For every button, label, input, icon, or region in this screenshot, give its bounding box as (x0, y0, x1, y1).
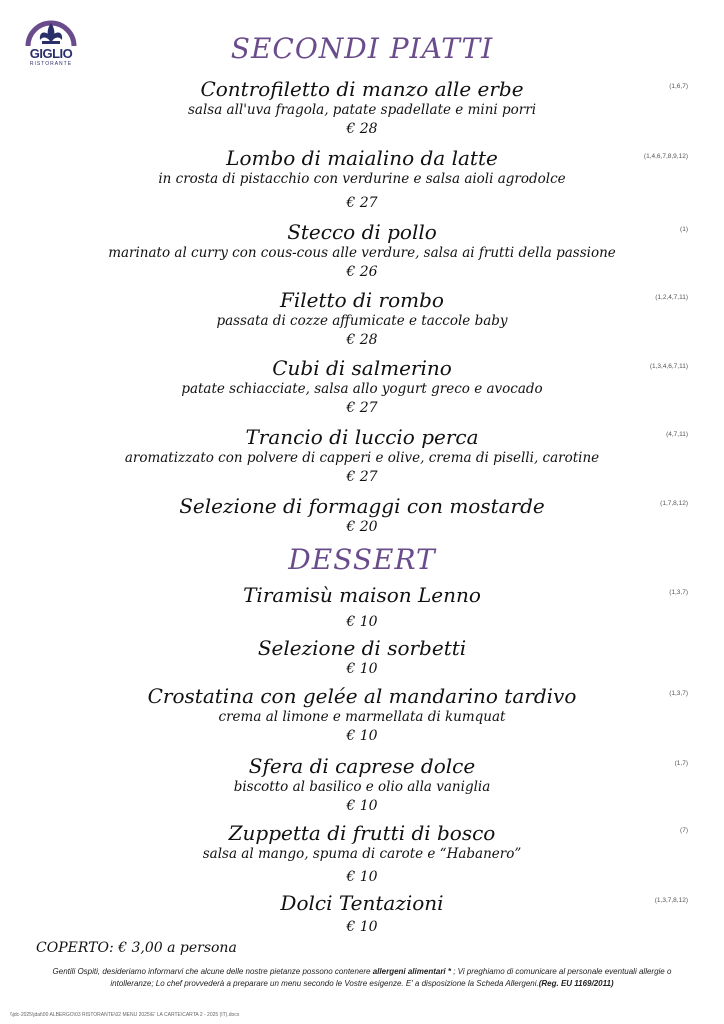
dish-allergens: (1,3,7) (669, 589, 688, 596)
dish-name: Selezione di formaggi con mostarde (179, 494, 545, 518)
dessert-section-title: DESSERT (288, 543, 436, 576)
dish-name: Selezione di sorbetti (257, 636, 467, 660)
dish-price: € 10 (346, 869, 378, 885)
dessert-dish-6 (0, 891, 724, 937)
dish-allergens: (1,3,4,6,7,11) (649, 363, 688, 370)
dessert-dish-5 (0, 821, 724, 887)
secondi-dish-3 (0, 220, 724, 282)
dessert-dish-2 (0, 636, 724, 679)
dish-allergens: (1,2,4,7,11) (655, 294, 688, 301)
logo-subtitle: RISTORANTE (29, 61, 73, 67)
dish-name: Tiramisù maison Lenno (243, 583, 481, 607)
secondi-dish-1 (0, 77, 724, 139)
dish-description: biscotto al basilico e olio alla vaniglia (233, 779, 491, 795)
dish-description: patate schiacciate, salsa allo yogurt greco e avocado (181, 381, 543, 397)
dish-price: € 10 (346, 661, 378, 677)
dish-price: € 27 (346, 469, 378, 485)
dish-name: Trancio di luccio perca (245, 425, 479, 449)
dish-name: Cubi di salmerino (272, 356, 452, 380)
secondi-section-title: SECONDI PIATTI (230, 32, 494, 65)
secondi-dish-5 (0, 356, 724, 418)
dish-price: € 10 (346, 728, 378, 744)
dish-price: € 28 (346, 332, 378, 348)
dish-description: salsa all'uva fragola, patate spadellate e mini porri (187, 102, 537, 118)
secondi-dish-7 (0, 494, 724, 537)
dish-price: € 10 (346, 614, 378, 630)
dish-price: € 28 (346, 121, 378, 137)
dish-price: € 10 (346, 919, 378, 935)
dish-allergens: (1) (680, 226, 688, 233)
dish-allergens: (1,7,8,12) (660, 500, 688, 507)
dish-allergens: (1,6,7) (669, 83, 688, 90)
dish-description: aromatizzato con polvere di capperi e olive, crema di piselli, carotine (124, 450, 600, 466)
dish-allergens: (1,3,7,8,12) (654, 897, 688, 904)
secondi-dish-2 (0, 146, 724, 213)
logo-brand-name: GIGLIO (29, 46, 73, 61)
dessert-dish-1 (0, 583, 724, 632)
dish-description: crema al limone e marmellata di kumquat (218, 709, 506, 725)
dish-allergens: (7) (680, 827, 688, 834)
dish-price: € 27 (346, 195, 378, 211)
dish-allergens: (1,4,6,7,8,9,12) (643, 153, 688, 160)
dish-name: Filetto di rombo (280, 288, 444, 312)
notice-bold-regulation: (Reg. EU 1169/2011) (538, 979, 614, 988)
dish-allergens: (4,7,11) (666, 431, 688, 438)
notice-text-2: ; Vi preghiamo di comunicare al personale eventuali allergie o intolleranze; Lo chef provvederà a preparare un menu secondo le Vostre esigenze. E' a disposizione la Scheda Allergeni. (110, 967, 672, 988)
dessert-dish-3 (0, 684, 724, 746)
dish-name: Zuppetta di frutti di bosco (228, 821, 496, 845)
dish-allergens: (1,7) (674, 760, 688, 767)
secondi-dish-4 (0, 288, 724, 350)
dish-name: Lombo di maialino da latte (226, 146, 498, 170)
dish-description: salsa al mango, spuma di carote e “Habanero” (202, 846, 522, 862)
dish-description: in crosta di pistacchio con verdurine e salsa aioli agrodolce (158, 171, 566, 187)
dish-name: Sfera di caprese dolce (248, 754, 476, 778)
dish-price: € 20 (346, 519, 378, 535)
dish-name: Controfiletto di manzo alle erbe (200, 77, 524, 101)
cover-charge: COPERTO: € 3,00 a persona (36, 940, 237, 956)
allergen-notice (36, 966, 688, 990)
dish-price: € 27 (346, 400, 378, 416)
dish-name: Dolci Tentazioni (280, 891, 444, 915)
dish-price: € 10 (346, 798, 378, 814)
dish-price: € 26 (346, 264, 378, 280)
secondi-dish-6 (0, 425, 724, 487)
dish-name: Stecco di pollo (287, 220, 437, 244)
document-file-path: \\jdc-2025\jdat\00 ALBERGO\03 RISTORANTE\02 MENU 2025\E' LA CARTE\CARTA 2 - 2025 (IT).docx (10, 1012, 240, 1018)
notice-text-1: Gentili Ospiti, desideriamo informarvi che alcune delle nostre pietanze possono contenere (52, 967, 373, 976)
notice-bold-allergens: allergeni alimentari * (372, 967, 451, 976)
dessert-dish-4 (0, 754, 724, 816)
dish-name: Crostatina con gelée al mandarino tardivo (147, 684, 577, 708)
dish-description: marinato al curry con cous-cous alle verdure, salsa ai frutti della passione (108, 245, 616, 261)
dish-description: passata di cozze affumicate e taccole baby (216, 313, 508, 329)
dish-allergens: (1,3,7) (669, 690, 688, 697)
